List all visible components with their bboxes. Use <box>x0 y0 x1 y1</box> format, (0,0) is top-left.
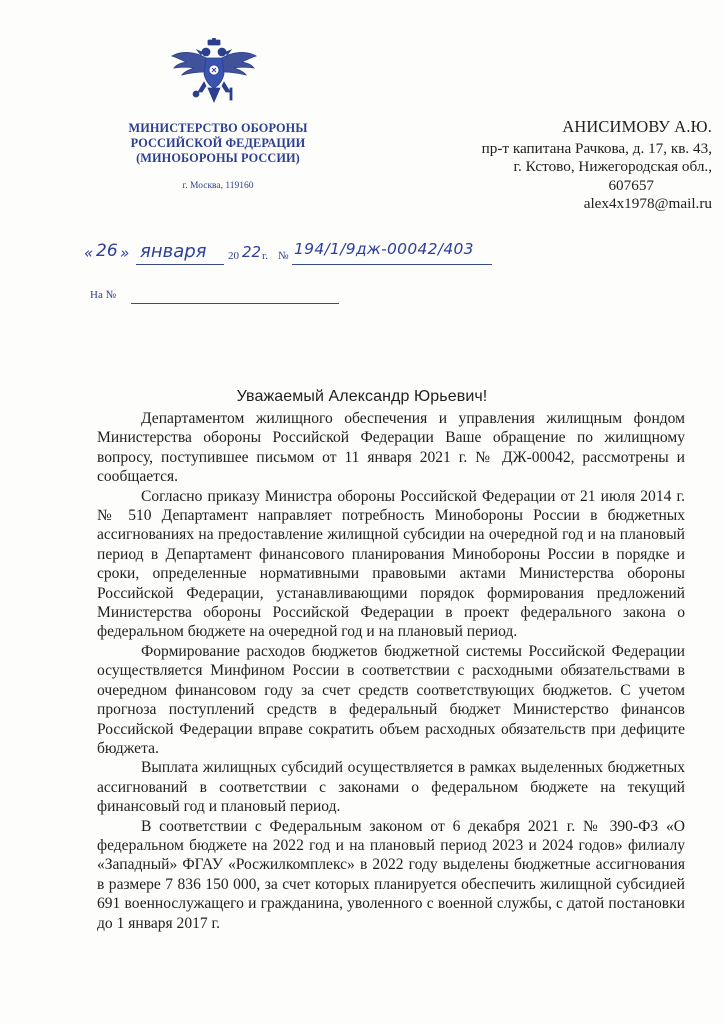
ministry-address: г. Москва, 119160 <box>182 181 254 191</box>
reference-underline <box>131 303 339 304</box>
paragraph: Департаментом жилищного обеспечения и управления жилищным фондом Министерства обороны Российской Федерации Ваше обращение по жилищному вопросу, поступившее письмом от 11 января 2021 г. № ДЖ-00042, рассмотрены и сообщается. <box>97 410 685 486</box>
ministry-line: МИНИСТЕРСТВО ОБОРОНЫ <box>128 121 308 135</box>
date-day: 26 <box>96 241 118 261</box>
paragraph: Согласно приказу Министра обороны Российской Федерации от 21 июля 2014 г. № 510 Департамент направляет потребность Минобороны России в бюджетных ассигнованиях на предоставление жилищной субсидии на очередной год и на плановый период в Департамент финансового планирования Минобороны России в порядке и сроки, определенные нормативными правовыми актами Министерства обороны Российской Федерации, устанавливающими порядок формирования предложений Министерства обороны Российской Федерации в проект федерального закона о федеральном бюджете на очередной год и на плановый период. <box>97 487 685 641</box>
registration-number-underline <box>292 264 492 265</box>
paragraph: Выплата жилищных субсидий осуществляется в рамках выделенных бюджетных ассигнований в соответствии с законами о федеральном бюджете на текущий финансовый год и плановый период. <box>97 759 685 816</box>
recipient-postcode: 607657 <box>608 176 654 194</box>
recipient-address-line: пр-т капитана Рачкова, д. 17, кв. 43, <box>481 139 712 157</box>
ministry-line: РОССИЙСКОЙ ФЕДЕРАЦИИ <box>130 136 306 150</box>
paragraph: Формирование расходов бюджетов бюджетной системы Российской Федерации осуществляется Минфином России в соответствии с расходными обязательствами в очередном финансовом году за счет средств соответствующих бюджетов. С учетом прогноза поступлений средств в федеральный бюджет Министерство финансов Российской Федерации вправе сократить объем расходных обязательств при дефиците бюджета. <box>97 642 685 757</box>
ministry-line: (МИНОБОРОНЫ РОССИИ) <box>136 151 300 165</box>
reference-label: На № <box>90 289 117 301</box>
date-quote-open: « <box>84 244 94 262</box>
year-suffix: 22 <box>242 243 262 261</box>
recipient-name: АНИСИМОВУ А.Ю. <box>562 117 712 136</box>
registration-number: 194/1/9дж-00042/403 <box>294 240 474 258</box>
recipient-email: alex4x1978@mail.ru <box>583 195 712 213</box>
double-headed-eagle-emblem-icon <box>168 38 260 108</box>
date-month-underline <box>136 264 224 265</box>
year-label: г. <box>262 250 269 262</box>
number-sign: № <box>278 250 289 262</box>
registration-line <box>82 238 522 272</box>
recipient-address-line: г. Кстово, Нижегородская обл., <box>513 158 712 176</box>
greeting: Уважаемый Александр Юрьевич! <box>236 388 488 405</box>
date-month: января <box>140 241 207 262</box>
recipient-block <box>400 118 712 214</box>
paragraph: В соответствии с Федеральным законом от 6 декабря 2021 г. № 390-ФЗ «О федеральном бюджете на 2022 год и на плановый период 2023 и 2024 годов» филиалу «Западный» ФГАУ «Росжилкомплекс» в 2022 году выделены бюджетные ассигнования в размере 7 836 150 000, за счет которых планируется обеспечить жилищной субсидией 691 военнослужащего и гражданина, уволенного с военной службы, с датой постановки до 1 января 2017 г. <box>97 817 685 932</box>
letter-body <box>97 409 685 933</box>
date-quote-close: » <box>120 244 130 262</box>
ministry-name <box>112 121 324 166</box>
year-prefix: 20 <box>228 250 239 262</box>
